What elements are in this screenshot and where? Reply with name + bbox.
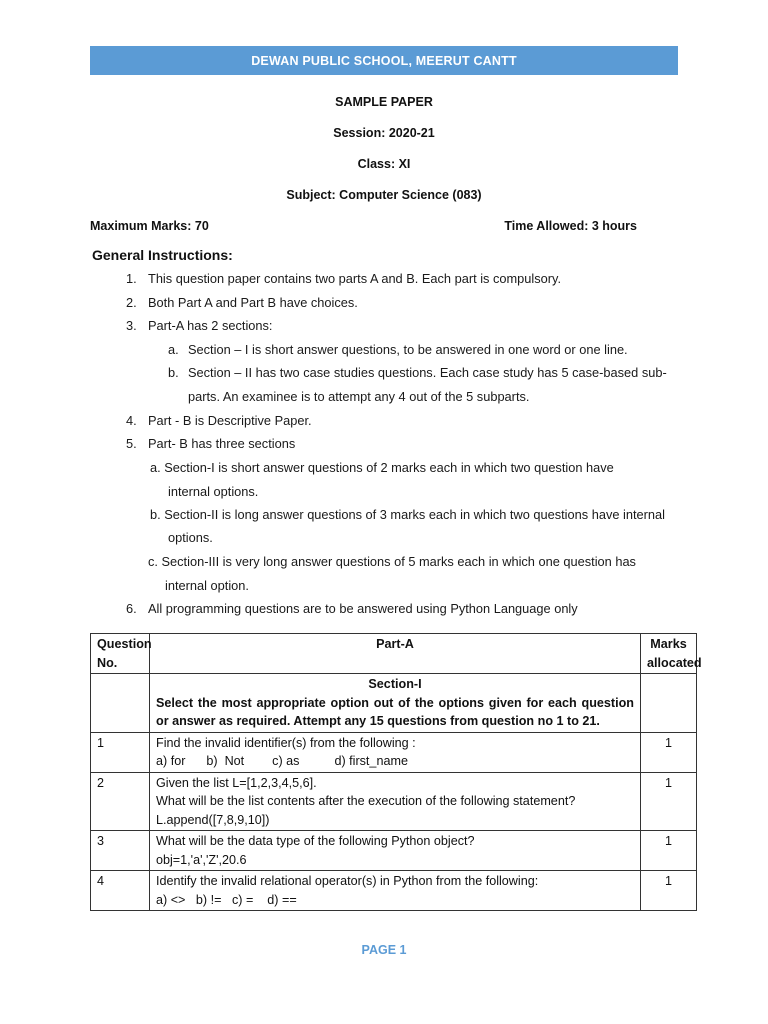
section-empty-cell xyxy=(91,674,150,733)
section-title: Section-I xyxy=(368,677,422,691)
table-row xyxy=(91,772,697,831)
school-banner xyxy=(90,46,678,75)
header-marks xyxy=(641,634,702,674)
question-text xyxy=(150,732,641,772)
table-row xyxy=(91,732,697,772)
question-line: obj=1,'a','Z',20.6 xyxy=(156,852,247,867)
session: Session: 2020-21 xyxy=(333,126,435,140)
class: Class: XI xyxy=(357,157,411,171)
instruction-5-number: 5. xyxy=(126,436,137,451)
instruction-5c-line2: internal option. xyxy=(165,578,249,593)
instruction-5b-line1: b. Section-II is long answer questions of 3 marks each in which two questions have internal xyxy=(150,507,665,522)
question-number: 3 xyxy=(91,831,150,871)
instruction-3-number: 3. xyxy=(126,318,137,333)
question-number: 2 xyxy=(91,772,150,831)
header-allocated-label: allocated xyxy=(647,655,702,670)
instruction-3a: Section – I is short answer questions, to be answered in one word or one line. xyxy=(188,342,628,357)
instruction-4-number: 4. xyxy=(126,413,137,428)
question-text xyxy=(150,772,641,831)
instruction-3b-line1: Section – II has two case studies questions. Each case study has 5 case-based sub- xyxy=(188,365,667,380)
question-marks: 1 xyxy=(641,831,697,871)
instruction-5a-line1: a. Section-I is short answer questions of 2 marks each in which two question have xyxy=(150,460,614,475)
question-marks: 1 xyxy=(641,732,697,772)
instruction-2: Both Part A and Part B have choices. xyxy=(148,295,358,310)
section-cell xyxy=(150,674,641,733)
question-line: What will be the data type of the following Python object? xyxy=(156,834,475,848)
header-part-a: Part-A xyxy=(150,634,641,674)
question-marks: 1 xyxy=(641,871,697,911)
question-line: What will be the list contents after the execution of the following statement? xyxy=(156,794,576,808)
question-line: L.append([7,8,9,10]) xyxy=(156,812,270,827)
header-marks-label: Marks xyxy=(650,637,687,651)
question-number: 4 xyxy=(91,871,150,911)
instruction-6: All programming questions are to be answered using Python Language only xyxy=(148,601,578,616)
section-description: Select the most appropriate option out of the options given for each question or answer as required. Attempt any 15 questions from question no 1 to 21. xyxy=(156,695,634,728)
question-line: Identify the invalid relational operator(s) in Python from the following: xyxy=(156,874,539,888)
header-no-label: No. xyxy=(97,655,118,670)
section-row xyxy=(91,674,697,733)
instruction-5b-line2: options. xyxy=(168,530,213,545)
question-number: 1 xyxy=(91,732,150,772)
header-question-label: Question xyxy=(97,637,152,651)
general-instructions-title: General Instructions: xyxy=(92,247,233,263)
max-marks: Maximum Marks: 70 xyxy=(90,219,209,233)
subject: Subject: Computer Science (083) xyxy=(286,188,482,202)
page-number: PAGE 1 xyxy=(361,943,407,957)
instruction-5: Part- B has three sections xyxy=(148,436,296,451)
instruction-5c-line1: c. Section-III is very long answer questions of 5 marks each in which one question has xyxy=(148,554,636,569)
table-row xyxy=(91,871,697,911)
instruction-3b-line2: parts. An examinee is to attempt any 4 out of the 5 subparts. xyxy=(188,389,530,404)
question-options: a) <> b) != c) = d) == xyxy=(156,892,297,907)
instruction-2-number: 2. xyxy=(126,295,137,310)
marks-time-line xyxy=(90,219,650,233)
instruction-1-number: 1. xyxy=(126,271,137,286)
instruction-3b-number: b. xyxy=(168,365,179,380)
instruction-5a-line2: internal options. xyxy=(168,484,259,499)
question-line: Find the invalid identifier(s) from the following : xyxy=(156,735,416,750)
question-table xyxy=(90,633,702,911)
instruction-6-number: 6. xyxy=(126,601,137,616)
instruction-1: This question paper contains two parts A and B. Each part is compulsory. xyxy=(148,271,562,286)
header-question-no xyxy=(91,634,150,674)
paper-title: SAMPLE PAPER xyxy=(335,95,433,109)
school-name: DEWAN PUBLIC SCHOOL, MEERUT CANTT xyxy=(251,53,517,68)
question-line: Given the list L=[1,2,3,4,5,6]. xyxy=(156,775,317,790)
question-text xyxy=(150,871,641,911)
instruction-4: Part - B is Descriptive Paper. xyxy=(148,413,312,428)
instruction-3a-number: a. xyxy=(168,342,179,357)
instruction-3: Part-A has 2 sections: xyxy=(148,318,273,333)
time-allowed: Time Allowed: 3 hours xyxy=(504,219,637,233)
table-row xyxy=(91,831,697,871)
section-empty-marks xyxy=(641,674,697,733)
question-text xyxy=(150,831,641,871)
question-options: a) for b) Not c) as d) first_name xyxy=(156,754,408,768)
table-header-row xyxy=(91,634,697,674)
question-marks: 1 xyxy=(641,772,697,831)
